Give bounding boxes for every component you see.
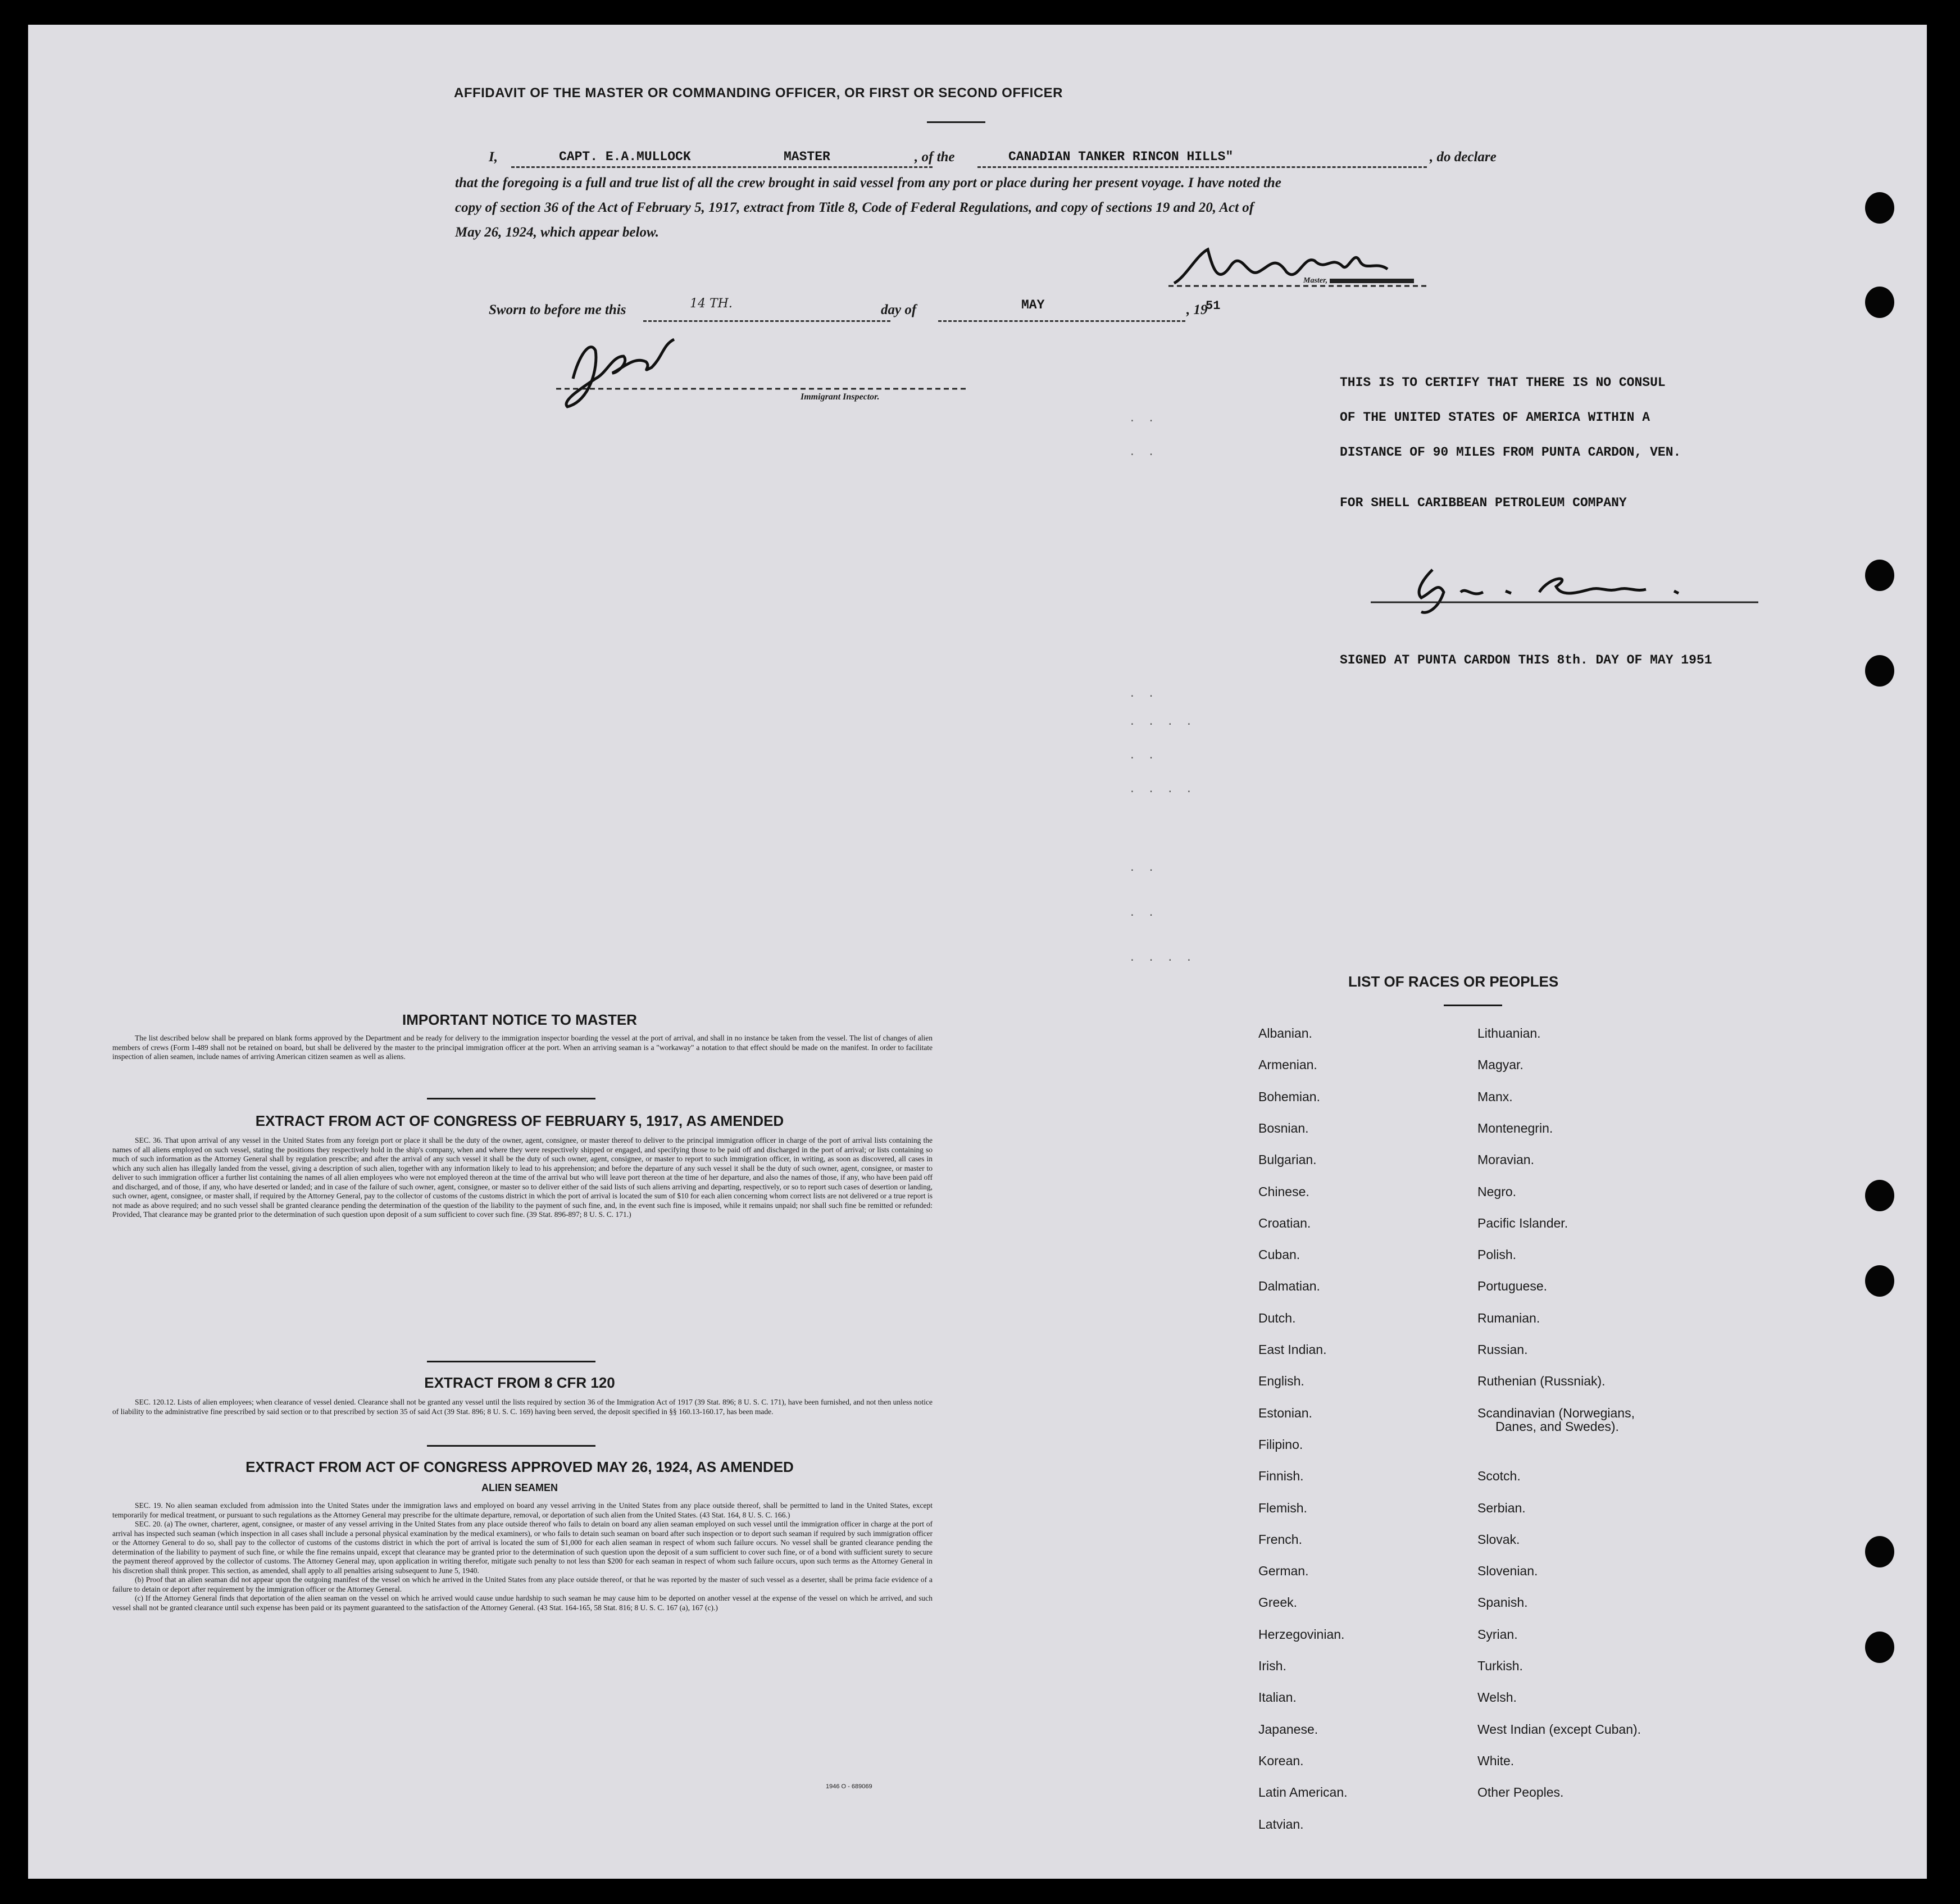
i-label: I, [489, 149, 498, 165]
race-item: Japanese. [1258, 1721, 1318, 1737]
document-page [28, 25, 1927, 1879]
punch-hole [1865, 287, 1894, 318]
section-divider [427, 1098, 595, 1099]
race-item: East Indian. [1258, 1342, 1327, 1357]
race-item: French. [1258, 1532, 1302, 1547]
race-item: Negro. [1477, 1184, 1517, 1199]
race-item: Herzegovinian. [1258, 1626, 1345, 1642]
race-item: Danes, and Swedes). [1495, 1419, 1619, 1434]
race-item: Latvian. [1258, 1816, 1304, 1832]
sec-20a-paragraph: SEC. 20. (a) The owner, charterer, agent, consignee, or master of any vessel arriving in the United States from any place outside thereof who fails to detain on board any alien seaman employed on such vessel until the immigration officer in charge at the port of arrival has inspected such seaman (which inspection in all cases shall include a personal physical examination by the medical examiners), or who fails to detain such seaman on board after such inspection or to deport such seaman if required by such immigration officer or the Attorney General to do so, shall pay to the collector of customs of the customs district in which the port of arrival is located the sum of $1,000 for each alien seaman in respect of whom such failure occurs. No vessel shall be granted clearance pending the determination of the liability to payment of such fine, or while the fine remains unpaid, except that clearance may be granted prior to the determination of such question upon the deposit of a sum sufficient to cover such fine, or of a bond with sufficient surety to secure the payment thereof approved by the collector of customs. The Attorney General may, upon application in writing therefor, mitigate such penalty to not less than $200 for each seaman in respect of whom such failure occurs, upon such terms as the Attorney General in his discretion shall think proper. This section, as amended, shall apply to all penalties arising subsequent to June 5, 1940. [112, 1520, 933, 1575]
extract-1924-text [112, 1501, 933, 1612]
cert-signed-line: SIGNED AT PUNTA CARDON THIS 8th. DAY OF MAY 1951 [1340, 653, 1712, 667]
affidavit-body-line1: that the foregoing is a full and true list of all the crew brought in said vessel from any port or place during her present voyage. I have noted the [455, 175, 1281, 190]
faint-marks: . . . . [1129, 716, 1195, 728]
faint-marks: . . [1129, 749, 1158, 761]
race-item: Moravian. [1477, 1152, 1534, 1167]
race-item: Estonian. [1258, 1405, 1312, 1420]
sworn-label: Sworn to before me this [489, 302, 626, 317]
section-divider [427, 1361, 595, 1362]
race-item: Bulgarian. [1258, 1152, 1317, 1167]
sec-20c-paragraph: (c) If the Attorney General finds that deportation of the alien seaman on the vessel on which he arrived would cause undue hardship to such seaman he may cause him to be deported on another vessel at the expense of the vessel on which he arrived, and such vessel shall not be granted clearance until such expense has been paid or its payment guaranteed to the satisfaction of the Attorney General. (43 Stat. 164-165, 58 Stat. 816; 8 U. S. C. 167 (a), 167 (c).) [112, 1594, 933, 1612]
race-item: Bosnian. [1258, 1120, 1309, 1135]
printer-mark: 1946 O - 689069 [826, 1783, 872, 1790]
extract-cfr-text [112, 1398, 933, 1416]
faint-marks: . . . . [1129, 952, 1195, 964]
section-divider [427, 1445, 595, 1447]
master-caption [1303, 276, 1414, 285]
extract-1917-title: EXTRACT FROM ACT OF CONGRESS OF FEBRUARY 5, 1917, AS AMENDED [255, 1112, 784, 1129]
race-item: Cuban. [1258, 1247, 1300, 1262]
year-prefix: , 19 [1186, 302, 1208, 317]
inspector-caption: Immigrant Inspector. [801, 392, 880, 402]
race-item: Magyar. [1477, 1057, 1524, 1073]
race-item: Armenian. [1258, 1057, 1317, 1073]
faint-marks: . . [1129, 412, 1158, 424]
race-item: Latin American. [1258, 1785, 1348, 1800]
races-title-underline [1444, 1005, 1502, 1006]
race-item: Croatian. [1258, 1215, 1311, 1230]
race-item: Montenegrin. [1477, 1120, 1553, 1135]
race-item: English. [1258, 1374, 1304, 1389]
cert-line4: FOR SHELL CARIBBEAN PETROLEUM COMPANY [1340, 496, 1627, 510]
sec-36-paragraph: SEC. 36. That upon arrival of any vessel in the United States from any foreign port or place it shall be the duty of the owner, agent, consignee, or master thereof to deliver to the principal immigration officer in charge of the port of arrival lists containing the names of all aliens employed on such vessel, stating the positions they respectively hold in the ship's company, when and where they were respectively shipped or engaged, and specifying those to be paid off and discharged in the port of arrival; or lists containing so much of such information as the Attorney General shall by regulation prescribe; and after the arrival of any such vessel it shall be the duty of such owner, agent, consignee, or master to report to such immigration officer, in writing, as soon as discovered, all cases in which any such alien has illegally landed from the vessel, giving a description of such alien, together with any information likely to lead to his apprehension; and before the departure of any such vessel it shall be the duty of such owner, agent, consignee, or master to deliver to such immigration officer a further list containing the names of all alien employees who were not employed thereon at the time of the arrival but who will leave port thereon at the time of her departure, and also the names of those, if any, who have been paid off and discharged, and of those, if any, who have deserted or landed; and in case of the failure of such owner, agent, consignee, or master so to deliver either of the said lists of such aliens arriving and departing, respectively, or so to report such cases of desertion or landing, such owner, agent, consignee, or master shall, if required by the Attorney General, pay to the collector of customs of the customs district in which the port of arrival is located the sum of $10 for each alien concerning whom correct lists are not delivered or a true report is not made as above required; and no such vessel shall be granted clearance pending the determination of the question of the liability to the payment of such fine, and, in the event such fine is imposed, while it remains unpaid; nor shall such fine be remitted or refunded: Provided, That clearance may be granted prior to the determination of such question upon deposit of a sum sufficient to cover such fine. (39 Stat. 896-897; 8 U. S. C. 171.) [112, 1136, 933, 1219]
vessel-name: CANADIAN TANKER RINCON HILLS" [1008, 149, 1234, 164]
race-item: Portuguese. [1477, 1279, 1548, 1294]
race-item: Scandinavian (Norwegians, [1477, 1405, 1635, 1420]
punch-hole [1865, 560, 1894, 591]
struck-text [1330, 279, 1414, 283]
race-item: Greek. [1258, 1595, 1298, 1610]
race-item: Syrian. [1477, 1626, 1518, 1642]
faint-marks: . . . . [1129, 783, 1195, 795]
name-field-line [511, 166, 933, 168]
race-item: German. [1258, 1564, 1309, 1579]
of-the-label: , of the [915, 149, 955, 165]
race-item: Scotch. [1477, 1469, 1521, 1484]
race-item: Pacific Islander. [1477, 1215, 1568, 1230]
sworn-day-line [643, 320, 890, 322]
race-item: Turkish. [1477, 1658, 1523, 1673]
race-item: Spanish. [1477, 1595, 1528, 1610]
notice-title: IMPORTANT NOTICE TO MASTER [402, 1011, 637, 1028]
race-item: Rumanian. [1477, 1310, 1540, 1325]
faint-marks: . . [1129, 446, 1158, 458]
notice-paragraph: The list described below shall be prepared on blank forms approved by the Department and be ready for delivery to the immigration inspector boarding the vessel at the port of arrival, and shall in no instance be taken from the vessel. The list of changes of alien members of crews (Form I-489 shall not be retained on board, but shall be delivered by the master to the principal immigration officer at the port. When an arriving seaman is a "workaway" a notation to that effect should be made on the manifest. In order to facilitate inspection of alien seamen, include names of arriving American citizen seamen as well as aliens. [112, 1034, 933, 1061]
race-item: Polish. [1477, 1247, 1517, 1262]
alien-seamen-subtitle: ALIEN SEAMEN [481, 1482, 558, 1493]
race-item: White. [1477, 1753, 1515, 1768]
race-item: Dalmatian. [1258, 1279, 1320, 1294]
year-suffix: 51 [1206, 299, 1221, 313]
company-signature [1371, 558, 1764, 620]
punch-hole [1865, 192, 1894, 224]
race-item: Other Peoples. [1477, 1785, 1564, 1800]
sec-20b-paragraph: (b) Proof that an alien seaman did not appear upon the outgoing manifest of the vessel on which he arrived in the United States from any place outside thereof, or that he was reported by the master of such vessel as a deserter, shall be prima facie evidence of a failure to detain or deport after requirement by the immigration officer or the Attorney General. [112, 1575, 933, 1593]
cert-line1: THIS IS TO CERTIFY THAT THERE IS NO CONSUL [1340, 375, 1666, 390]
master-caption-label: Master, [1303, 276, 1330, 285]
master-name: CAPT. E.A.MULLOCK [559, 149, 691, 164]
sworn-day: 14 TH. [690, 297, 733, 311]
race-item: Serbian. [1477, 1500, 1526, 1515]
race-item: Lithuanian. [1477, 1026, 1541, 1040]
race-item: Italian. [1258, 1690, 1297, 1705]
vessel-field-line [977, 166, 1427, 168]
sec-120-12-paragraph: SEC. 120.12. Lists of alien employees; when clearance of vessel denied. Clearance shall not be granted any vessel until the lists required by section 36 of the Immigration Act of 1917 (39 Stat. 896; 8 U. S. C. 171), have been furnished, and not then unless notice of liability to the administrative fine prescribed by said section or to that prescribed by section 35 of said Act (39 Stat. 896; 8 U. S. C. 169) having been served, the deposit specified in §§ 160.13-160.17, has been made. [112, 1398, 933, 1416]
sec-19-paragraph: SEC. 19. No alien seaman excluded from admission into the United States under the immigration laws and employed on board any vessel arriving in the United States from any place outside thereof, shall be permitted to land in the United States, except temporarily for medical treatment, or pursuant to such regulations as the Attorney General may prescribe for the ultimate departure, removal, or deportation of such alien from the United States. (43 Stat. 164, 8 U. S. C. 166.) [112, 1501, 933, 1519]
extract-1924-title: EXTRACT FROM ACT OF CONGRESS APPROVED MAY 26, 1924, AS AMENDED [245, 1458, 794, 1475]
month-line [938, 320, 1185, 322]
race-item: Manx. [1477, 1089, 1513, 1104]
race-item: Ruthenian (Russniak). [1477, 1374, 1606, 1389]
extract-1917-text [112, 1136, 933, 1220]
race-item: Dutch. [1258, 1310, 1296, 1325]
extract-cfr-title: EXTRACT FROM 8 CFR 120 [424, 1374, 615, 1391]
cert-line3: DISTANCE OF 90 MILES FROM PUNTA CARDON, VEN. [1340, 445, 1681, 460]
race-item: Bohemian. [1258, 1089, 1320, 1104]
faint-marks: . . [1129, 862, 1158, 874]
punch-hole [1865, 1180, 1894, 1211]
race-item: Welsh. [1477, 1690, 1517, 1705]
faint-marks: . . [1129, 688, 1158, 699]
punch-hole [1865, 655, 1894, 687]
race-item: Korean. [1258, 1753, 1304, 1768]
master-signature [1163, 238, 1444, 300]
race-item: Russian. [1477, 1342, 1528, 1357]
affidavit-body-line3: May 26, 1924, which appear below. [455, 225, 659, 240]
race-item: Filipino. [1258, 1437, 1303, 1452]
race-item: Slovak. [1477, 1532, 1520, 1547]
punch-hole [1865, 1632, 1894, 1663]
punch-hole [1865, 1265, 1894, 1297]
title-underline [927, 121, 985, 123]
race-item: Chinese. [1258, 1184, 1309, 1199]
race-item: West Indian (except Cuban). [1477, 1721, 1641, 1737]
affidavit-title: AFFIDAVIT OF THE MASTER OR COMMANDING OFFICER, OR FIRST OR SECOND OFFICER [453, 85, 1063, 101]
race-item: Slovenian. [1477, 1564, 1538, 1579]
race-item: Finnish. [1258, 1469, 1304, 1484]
inspector-signature [539, 322, 977, 424]
race-item: Flemish. [1258, 1500, 1307, 1515]
punch-hole [1865, 1536, 1894, 1567]
affidavit-body-line2: copy of section 36 of the Act of February 5, 1917, extract from Title 8, Code of Federal Regulations, and copy of sections 19 and 20, Act of [455, 200, 1254, 215]
master-rank: MASTER [784, 149, 830, 164]
race-item: Albanian. [1258, 1026, 1312, 1040]
races-title: LIST OF RACES OR PEOPLES [1348, 973, 1559, 990]
day-of-label: day of [881, 302, 917, 317]
sworn-month: MAY [1021, 298, 1045, 312]
race-item: Irish. [1258, 1658, 1286, 1673]
cert-line2: OF THE UNITED STATES OF AMERICA WITHIN A [1340, 410, 1650, 425]
do-declare-label: , do declare [1430, 149, 1497, 165]
notice-text [112, 1034, 933, 1062]
faint-marks: . . [1129, 907, 1158, 919]
